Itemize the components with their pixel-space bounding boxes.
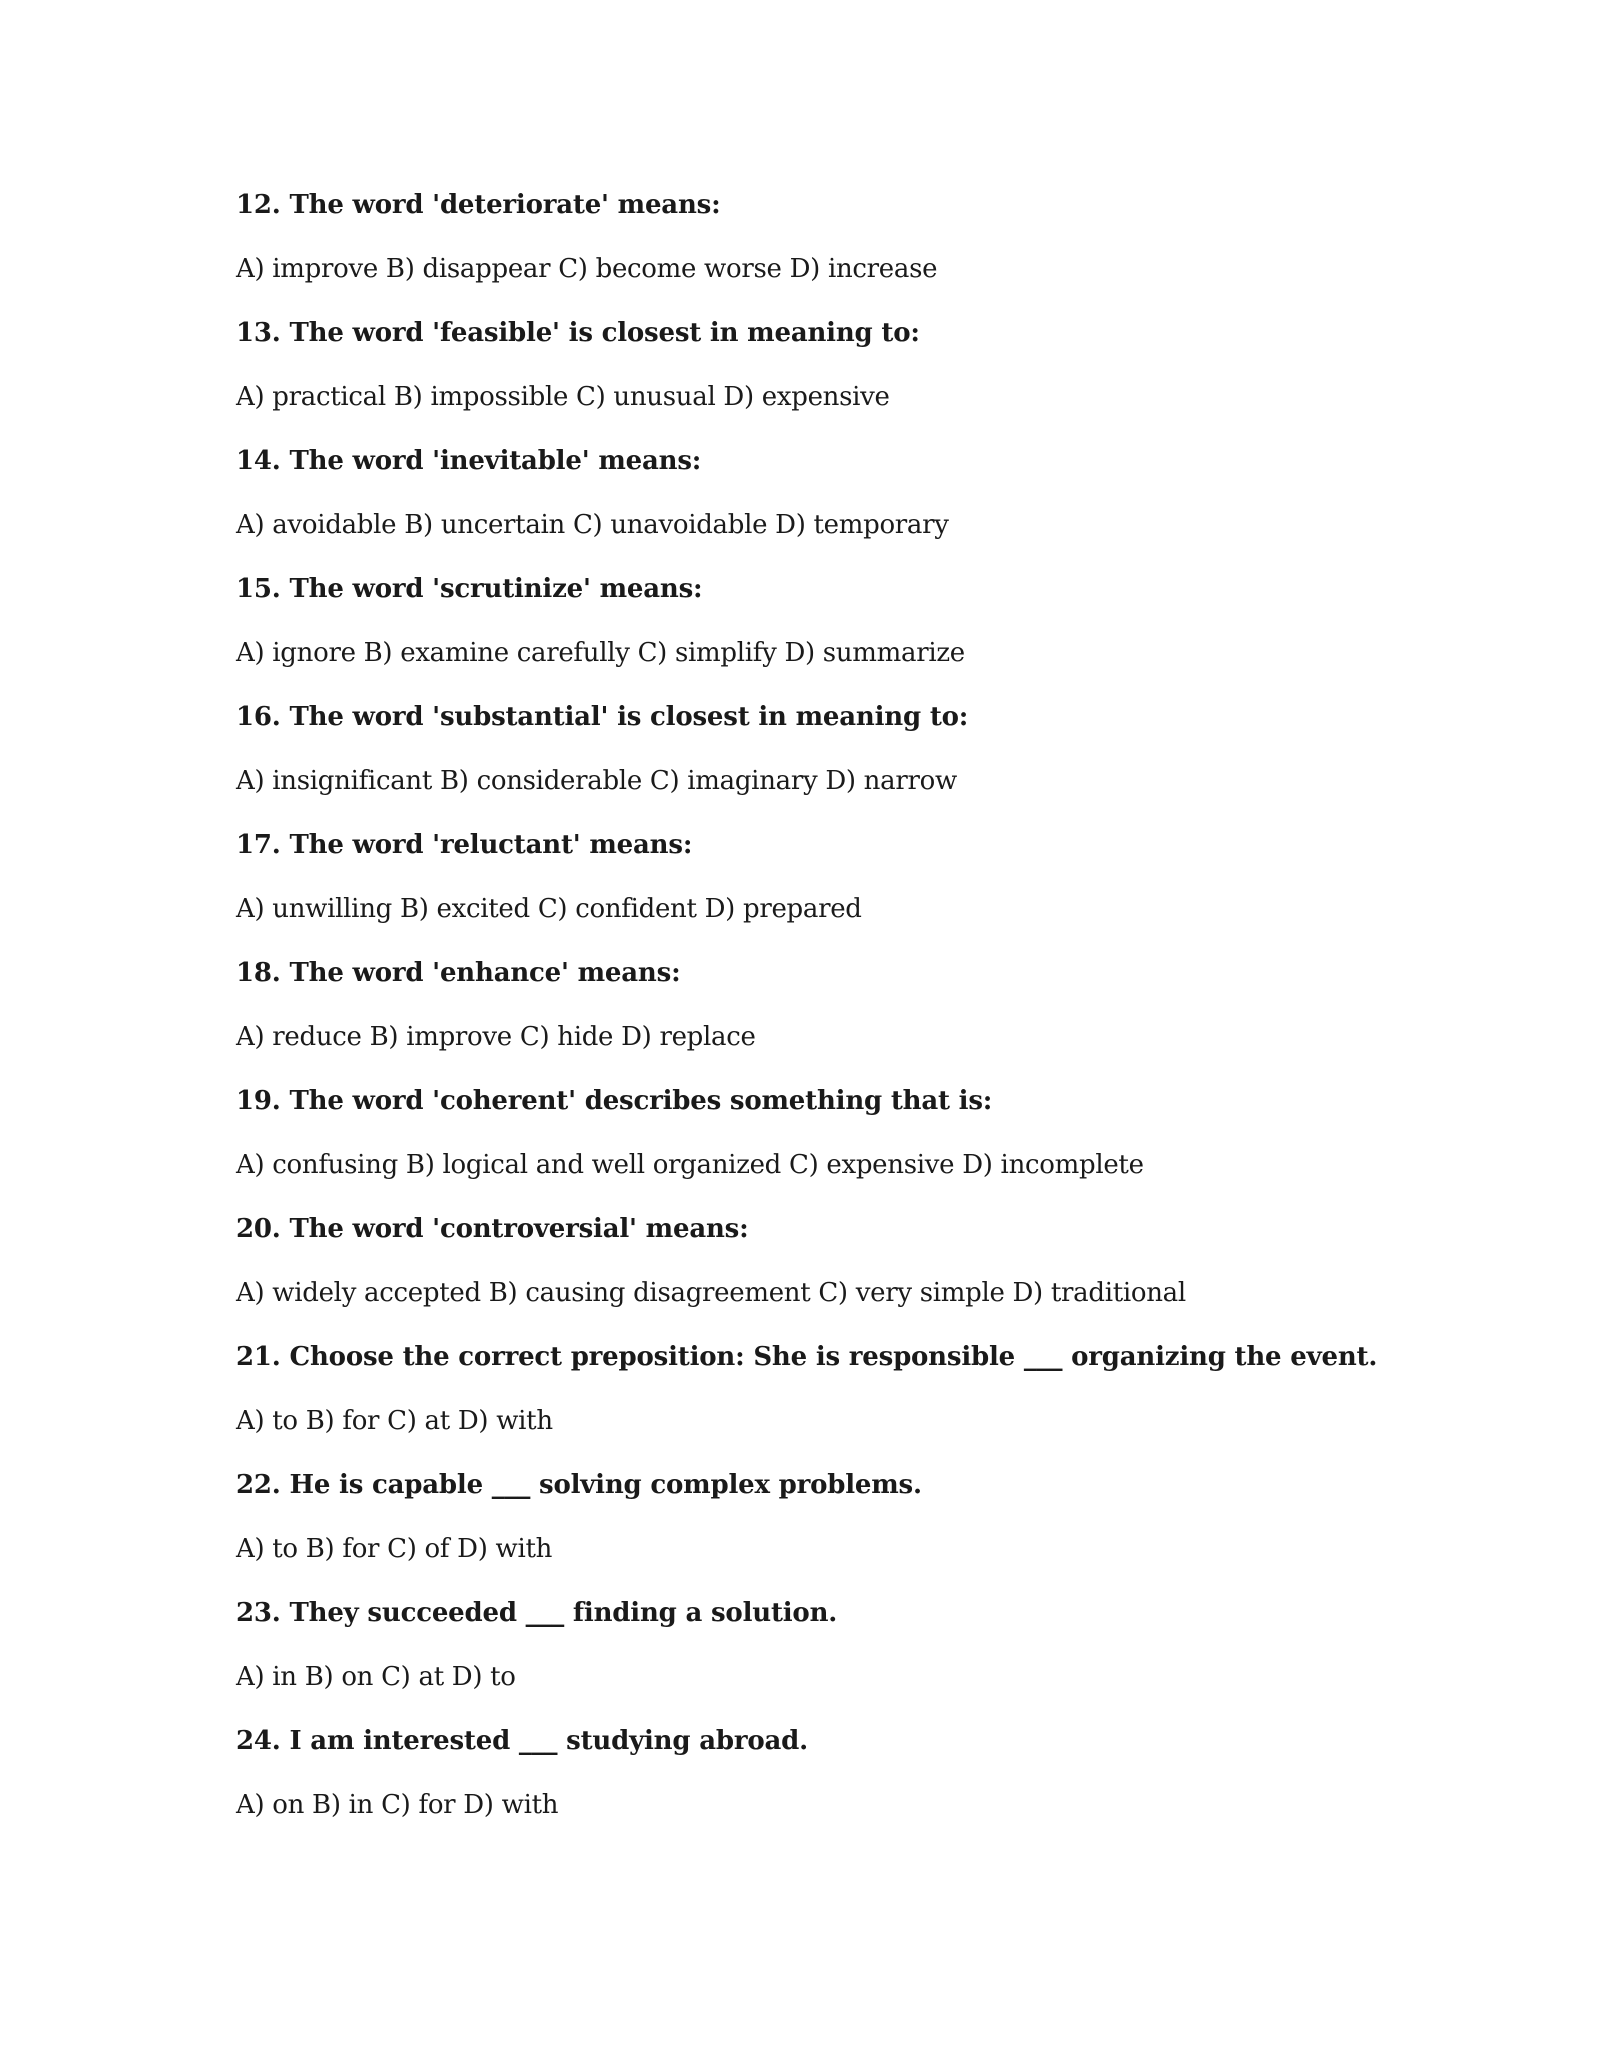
answer-options: A) to B) for C) at D) with [236,1406,553,1436]
question-item [236,1074,1436,1202]
question-text: 21. Choose the correct preposition: She is responsible ___ organizing the event. [236,1342,1378,1372]
question-item [236,434,1436,562]
answer-options: A) practical B) impossible C) unusual D) expensive [236,382,890,412]
answer-options: A) on B) in C) for D) with [236,1790,559,1820]
question-item [236,1330,1436,1458]
question-text: 17. The word 'reluctant' means: [236,830,693,860]
question-list [236,178,1436,1842]
question-text: 14. The word 'inevitable' means: [236,446,702,476]
question-text: 18. The word 'enhance' means: [236,958,681,988]
answer-options: A) confusing B) logical and well organized C) expensive D) incomplete [236,1150,1144,1180]
answer-options: A) unwilling B) excited C) confident D) prepared [236,894,862,924]
question-text: 22. He is capable ___ solving complex problems. [236,1470,922,1500]
answer-options: A) ignore B) examine carefully C) simplify D) summarize [236,638,965,668]
answer-options: A) to B) for C) of D) with [236,1534,553,1564]
question-text: 12. The word 'deteriorate' means: [236,190,721,220]
question-text: 19. The word 'coherent' describes something that is: [236,1086,993,1116]
question-text: 20. The word 'controversial' means: [236,1214,749,1244]
answer-options: A) avoidable B) uncertain C) unavoidable D) temporary [236,510,949,540]
question-item [236,946,1436,1074]
question-item [236,1714,1436,1842]
question-text: 16. The word 'substantial' is closest in meaning to: [236,702,969,732]
question-text: 24. I am interested ___ studying abroad. [236,1726,808,1756]
question-text: 15. The word 'scrutinize' means: [236,574,703,604]
answer-options: A) in B) on C) at D) to [236,1662,516,1692]
answer-options: A) reduce B) improve C) hide D) replace [236,1022,756,1052]
question-item [236,690,1436,818]
answer-options: A) widely accepted B) causing disagreement C) very simple D) traditional [236,1278,1186,1308]
question-text: 23. They succeeded ___ finding a solution. [236,1598,838,1628]
question-item [236,1458,1436,1586]
answer-options: A) improve B) disappear C) become worse D) increase [236,254,938,284]
question-item [236,178,1436,306]
question-item [236,1202,1436,1330]
question-item [236,818,1436,946]
question-item [236,562,1436,690]
question-item [236,1586,1436,1714]
question-item [236,306,1436,434]
question-text: 13. The word 'feasible' is closest in meaning to: [236,318,920,348]
answer-options: A) insignificant B) considerable C) imaginary D) narrow [236,766,957,796]
